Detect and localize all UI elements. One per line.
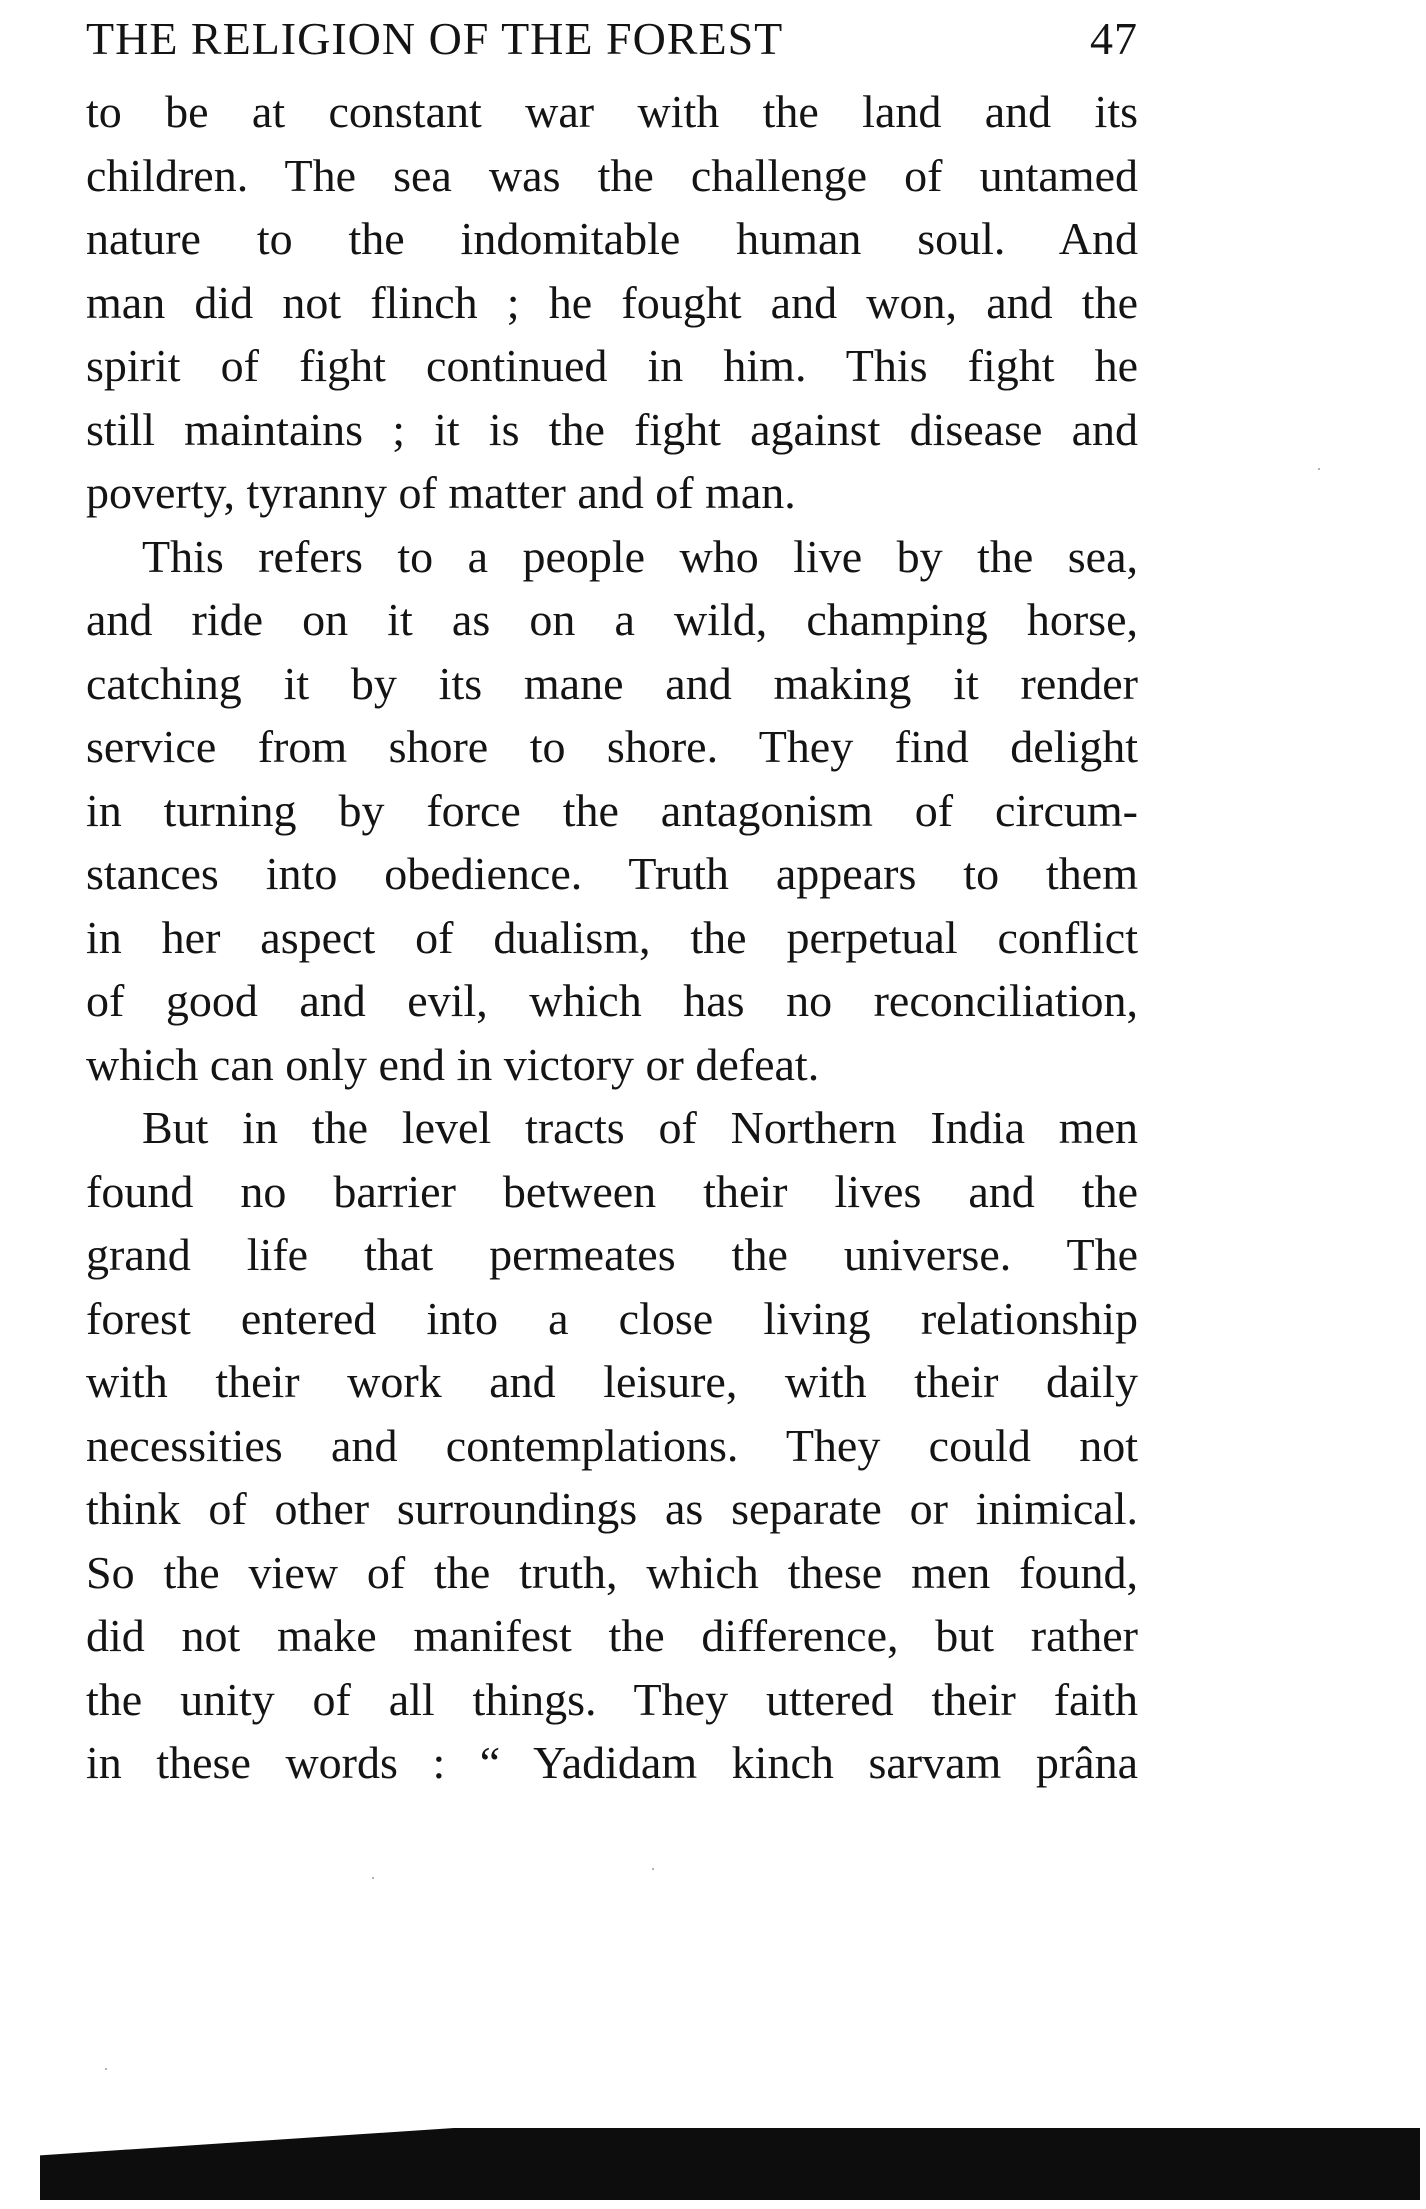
text-line: still maintains ; it is the fight against disease and [86, 403, 1138, 455]
text-line: did not make manifest the difference, but rather [86, 1610, 1138, 1661]
text-line: This refers to a people who live by the sea, [142, 530, 1138, 582]
text-line: which can only end in victory or defeat. [86, 1038, 820, 1090]
text-line: poverty, tyranny of matter and of man. [86, 467, 796, 518]
text-line: found no barrier between their lives and the [86, 1165, 1138, 1217]
text-line: in turning by force the antagonism of circum- [86, 784, 1138, 836]
text-line: with their work and leisure, with their daily [86, 1356, 1138, 1407]
text-line: man did not flinch ; he fought and won, and the [86, 276, 1138, 328]
text-line: to be at constant war with the land and its [86, 86, 1138, 137]
running-head [86, 4, 1138, 74]
text-line: forest entered into a close living relationship [86, 1292, 1138, 1344]
body-text [86, 80, 1138, 1795]
text-line: in these words : “ Yadidam kinch sarvam prâna [86, 1737, 1138, 1788]
text-line: in her aspect of dualism, the perpetual conflict [86, 911, 1138, 963]
chapter-title: THE RELIGION OF THE FOREST [86, 13, 784, 64]
text-line: children. The sea was the challenge of untamed [86, 149, 1138, 201]
page-number: 47 [1090, 13, 1138, 64]
scan-speck [105, 2068, 107, 2070]
text-line: service from shore to shore. They find delight [86, 721, 1138, 772]
text-line: of good and evil, which has no reconciliation, [86, 975, 1138, 1026]
text-line: the unity of all things. They uttered their faith [86, 1673, 1138, 1725]
text-line: spirit of fight continued in him. This fight he [86, 340, 1138, 391]
scan-edge-shadow [40, 2128, 1420, 2200]
text-line: nature to the indomitable human soul. And [86, 213, 1138, 264]
text-line: necessities and contemplations. They could not [86, 1419, 1138, 1471]
text-line: stances into obedience. Truth appears to them [86, 848, 1138, 899]
scan-speck [372, 1877, 374, 1879]
text-line: think of other surroundings as separate or inimical. [86, 1483, 1138, 1534]
text-line: So the view of the truth, which these men found, [86, 1546, 1138, 1598]
scan-speck [1318, 468, 1320, 470]
text-line: But in the level tracts of Northern India men [142, 1102, 1138, 1153]
text-line: and ride on it as on a wild, champing horse, [86, 594, 1138, 645]
text-line: catching it by its mane and making it render [86, 657, 1138, 709]
scan-speck [652, 1868, 654, 1870]
text-line: grand life that permeates the universe. The [86, 1229, 1138, 1280]
